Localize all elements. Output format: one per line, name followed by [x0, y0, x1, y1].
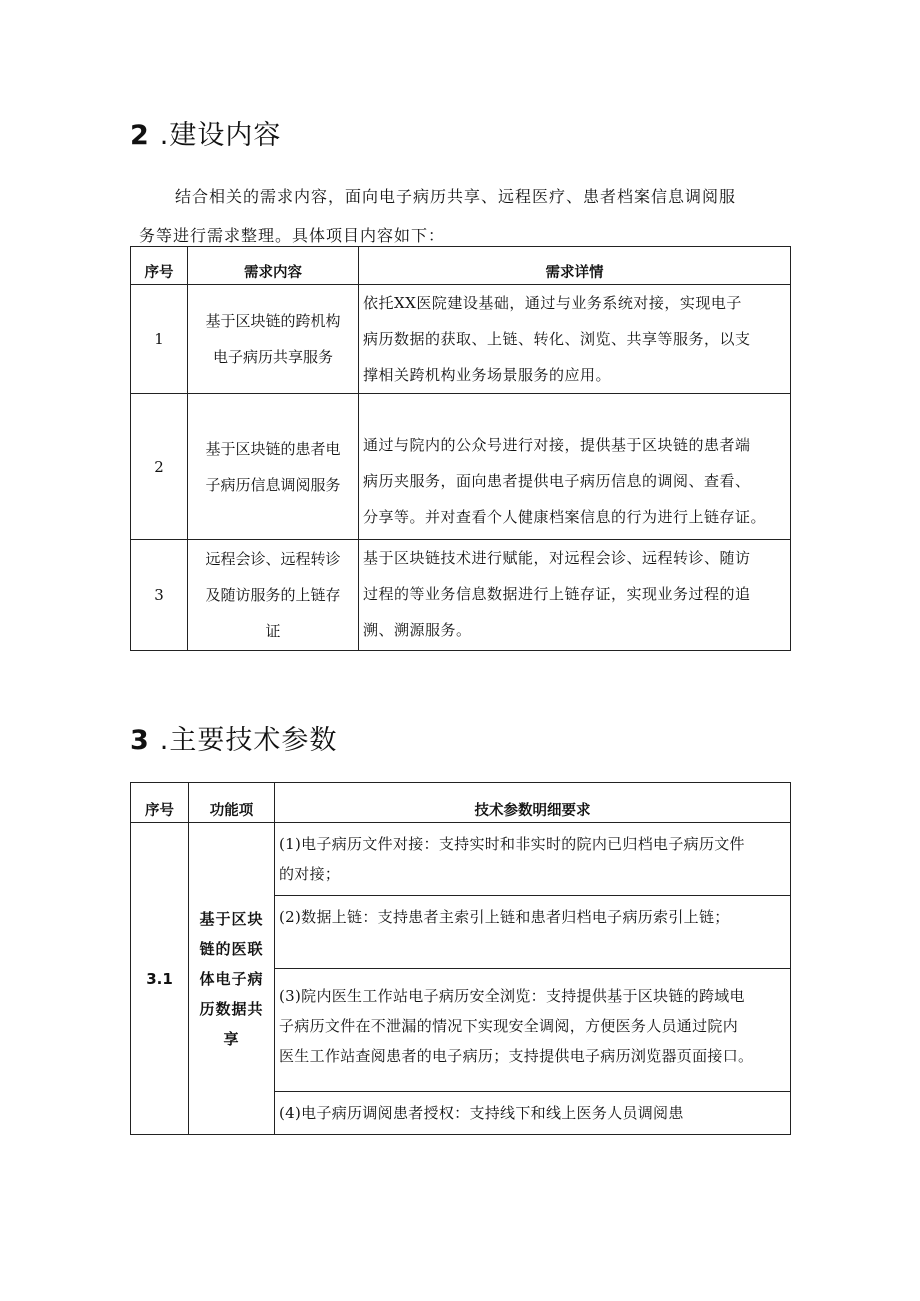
header-seq: 序号: [131, 247, 188, 285]
section3-number: 3: [130, 725, 150, 756]
section2-title: .建设内容: [159, 120, 282, 151]
section2-number: 2: [130, 120, 150, 151]
table-row: [131, 540, 791, 651]
row-number: 3.1: [131, 823, 189, 1135]
row-number: 3: [131, 540, 188, 651]
function-line: 体电子病: [199, 969, 264, 988]
requirement-3: [275, 969, 791, 1092]
requirement-1: [275, 823, 791, 896]
row-number: 1: [131, 285, 188, 394]
content-line: 远程会诊、远程转诊: [205, 550, 341, 568]
header-detail: 需求详情: [359, 247, 791, 285]
intro-line-2: 务等进行需求整理。具体项目内容如下：: [139, 226, 446, 245]
function-line: 享: [223, 1029, 240, 1048]
table-row: [131, 394, 791, 540]
requirements-header-row: [131, 247, 791, 285]
function-item: [189, 823, 275, 1135]
tech-header-row: [131, 783, 791, 823]
intro-line-1: 结合相关的需求内容，面向电子病历共享、远程医疗、患者档案信息调阅服: [175, 187, 737, 206]
content-line: 电子病历共享服务: [212, 348, 333, 366]
section3-heading: [130, 718, 337, 757]
detail-line: 病历夹服务，面向患者提供电子病历信息的调阅、查看、: [363, 472, 751, 490]
content-line: 及随访服务的上链存: [205, 586, 341, 604]
requirement-line: 医生工作站查阅患者的电子病历；支持提供电子病历浏览器页面接口。: [279, 1047, 754, 1065]
detail-line: 通过与院内的公众号进行对接，提供基于区块链的患者端: [363, 436, 751, 454]
section3-title: .主要技术参数: [159, 725, 338, 756]
table-row: [131, 285, 791, 394]
detail-line: 过程的等业务信息数据进行上链存证，实现业务过程的追: [363, 585, 751, 603]
detail-line: 分享等。并对查看个人健康档案信息的行为进行上链存证。: [363, 508, 767, 526]
function-line: 历数据共: [199, 999, 264, 1018]
requirement-line: (4)电子病历调阅患者授权：支持线下和线上医务人员调阅患: [279, 1104, 684, 1122]
content-line: 基于区块链的患者电: [205, 439, 341, 458]
detail-line: 溯、溯源服务。: [363, 621, 472, 639]
row-content: [188, 285, 359, 394]
row-detail: [359, 285, 791, 394]
row-content: [188, 540, 359, 651]
table-row: [131, 823, 791, 896]
requirements-table: [130, 246, 791, 651]
content-line: 子病历信息调阅服务: [205, 475, 341, 494]
requirement-line: (3)院内医生工作站电子病历安全浏览：支持提供基于区块链的跨域电: [279, 987, 745, 1005]
tech-params-table: [130, 782, 791, 1135]
header-content: 需求内容: [188, 247, 359, 285]
header-function: 功能项: [189, 783, 275, 823]
requirement-2: [275, 896, 791, 969]
detail-line: 病历数据的获取、上链、转化、浏览、共享等服务，以支: [363, 330, 751, 348]
row-detail: [359, 540, 791, 651]
row-content: [188, 394, 359, 540]
row-detail: [359, 394, 791, 540]
function-line: 基于区块: [199, 909, 264, 928]
requirement-4: [275, 1092, 791, 1135]
row-number: 2: [131, 394, 188, 540]
detail-line: 依托XX医院建设基础，通过与业务系统对接，实现电子: [363, 294, 742, 312]
function-line: 链的医联: [199, 939, 264, 958]
header-seq: 序号: [131, 783, 189, 823]
content-line: 证: [265, 622, 281, 640]
content-line: 基于区块链的跨机构: [205, 312, 341, 330]
requirement-line: 子病历文件在不泄漏的情况下实现安全调阅，方便医务人员通过院内: [279, 1017, 739, 1035]
detail-line: 撑相关跨机构业务场景服务的应用。: [363, 366, 612, 384]
detail-line: 基于区块链技术进行赋能，对远程会诊、远程转诊、随访: [363, 549, 751, 567]
header-requirements: 技术参数明细要求: [275, 783, 791, 823]
requirement-line: (1)电子病历文件对接：支持实时和非实时的院内已归档电子病历文件: [279, 835, 745, 853]
section2-heading: [130, 113, 281, 152]
requirement-line: (2)数据上链：支持患者主索引上链和患者归档电子病历索引上链；: [279, 908, 730, 926]
requirement-line: 的对接；: [279, 865, 341, 883]
